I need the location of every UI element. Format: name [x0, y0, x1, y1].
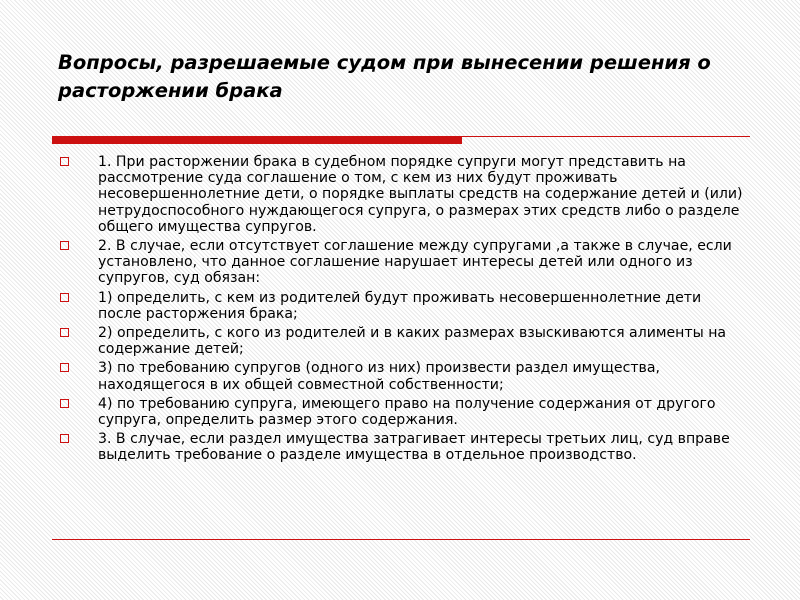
list-item-text: 1. При расторжении брака в судебном порядке супруги могут представить на рассмотрение суда соглашение о том, с кем из них будут проживать несовершеннолетние дети, о порядке выплаты средств на содержание детей и (или) нетрудоспособного нуждающегося супруга, о размерах этих средств либо о разделе общего имущества супругов.: [98, 154, 743, 235]
list-item: [58, 154, 748, 235]
list-item: [58, 325, 748, 357]
hollow-square-icon: [60, 328, 69, 337]
hollow-square-icon: [60, 399, 69, 408]
hollow-square-icon: [60, 241, 69, 250]
slide-title: Вопросы, разрешаемые судом при вынесении решения о расторжении брака: [58, 51, 711, 102]
list-item: [58, 290, 748, 322]
list-item-text: 4) по требованию супруга, имеющего право на получение содержания от другого супруга, определить размер этого содержания.: [98, 395, 716, 429]
hollow-square-icon: [60, 363, 69, 372]
list-item: [58, 396, 748, 428]
list-item-text: 2. В случае, если отсутствует соглашение между супругами ,а также в случае, если установлено, что данное соглашение нарушает интересы детей или одного из супругов, суд обязан:: [98, 238, 732, 287]
hollow-square-icon: [60, 293, 69, 302]
hollow-square-icon: [60, 434, 69, 443]
list-item: [58, 431, 748, 463]
bullet-list: [58, 154, 748, 467]
list-item: [58, 360, 748, 392]
list-item-text: 1) определить, с кем из родителей будут проживать несовершеннолетние дети после расторжения брака;: [98, 289, 702, 322]
list-item: [58, 238, 748, 287]
top-divider-thick: [52, 136, 462, 144]
bottom-divider: [52, 539, 750, 540]
list-item-text: 3. В случае, если раздел имущества затрагивает интересы третьих лиц, суд вправе выделить требование о разделе имущества в отдельное производство.: [98, 431, 730, 464]
list-item-text: 3) по требованию супругов (одного из них) произвести раздел имущества, находящегося в их общей совместной собственности;: [98, 360, 660, 393]
list-item-text: 2) определить, с кого из родителей и в каких размерах взыскиваются алименты на содержание детей;: [98, 325, 727, 358]
hollow-square-icon: [60, 157, 69, 166]
